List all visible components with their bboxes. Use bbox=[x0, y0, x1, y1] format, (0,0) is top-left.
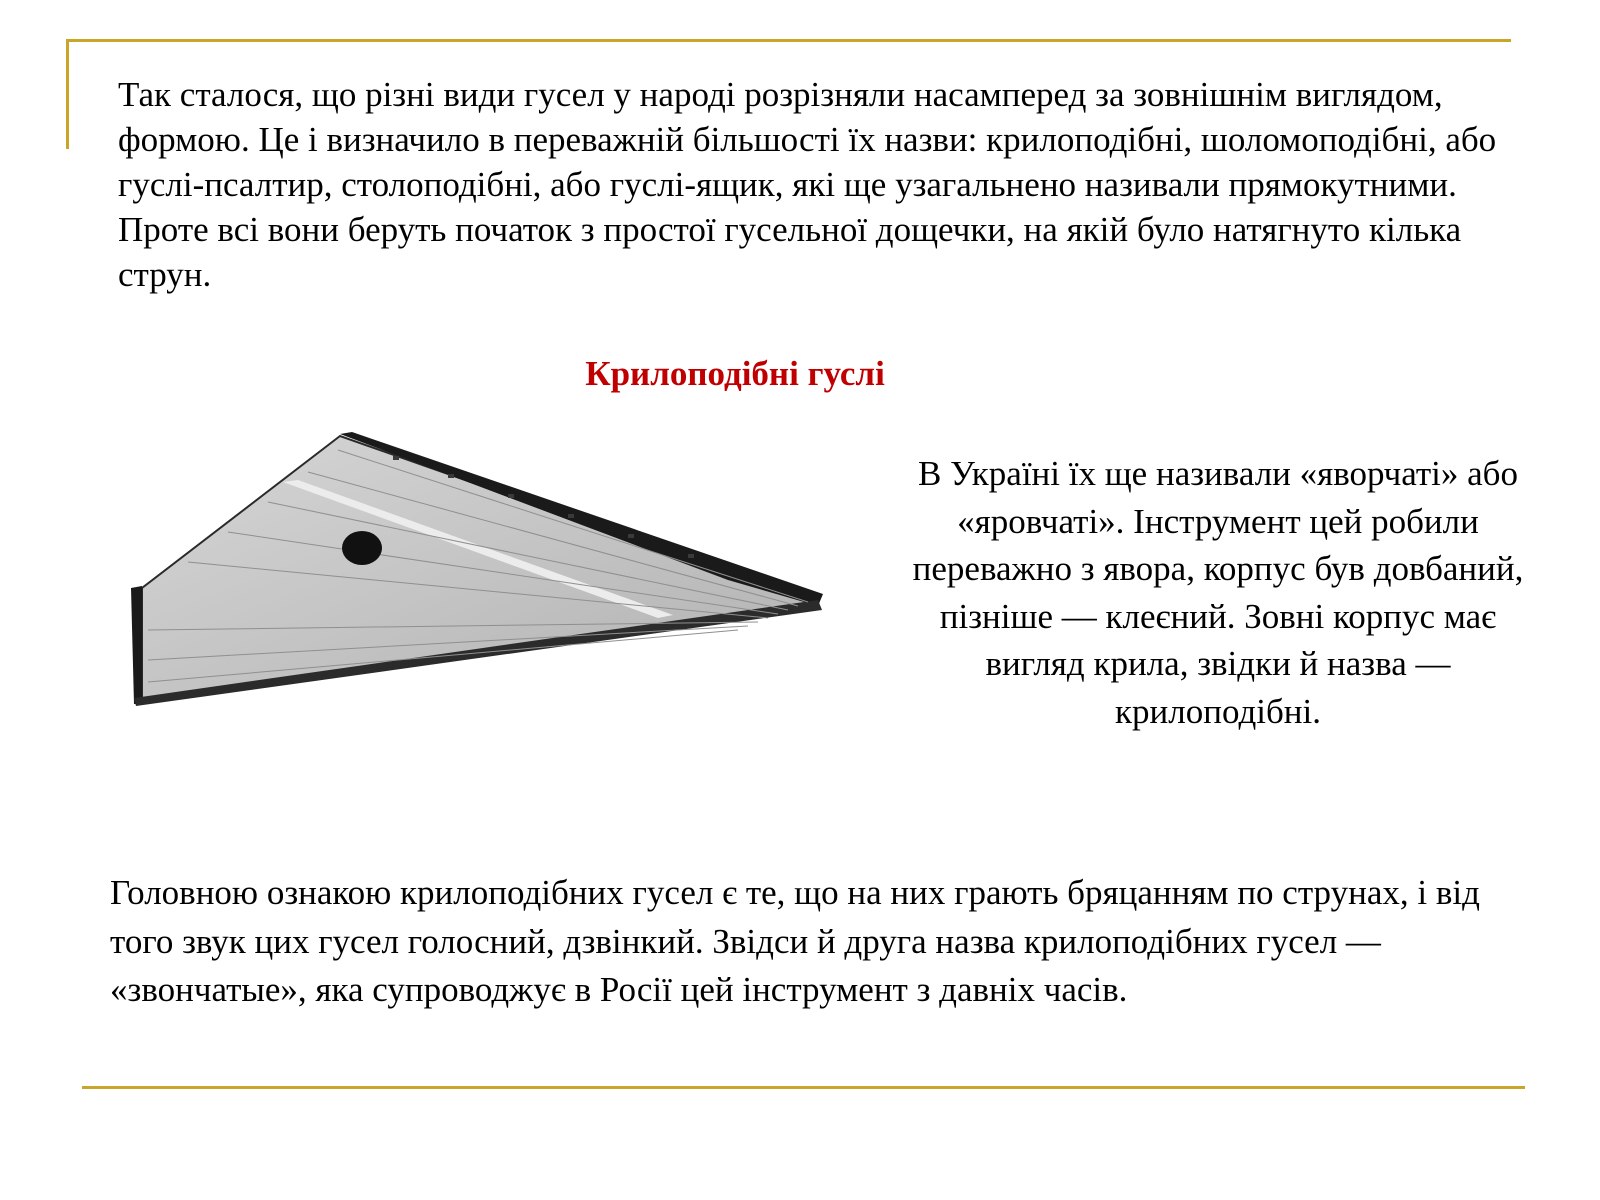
gusli-illustration bbox=[128, 430, 853, 732]
bottom-accent-rule bbox=[82, 1086, 1525, 1089]
gusli-sound-hole bbox=[342, 531, 382, 565]
top-accent-rule bbox=[68, 39, 1511, 42]
conclusion-paragraph: Головною ознакою крилоподібних гусел є те, що на них грають бряцанням по струнах, і від того звук цих гусел голосний, дзвінкий. Звідси й друга назва крилоподібних гусел — «звончатые», яка супроводжує в Росії цей інструмент з давніх часів. bbox=[110, 873, 1480, 1009]
gusli-image bbox=[128, 430, 853, 732]
description-paragraph: В Україні їх ще називали «яворчаті» або «яровчаті». Інструмент цей робили переважно з явора, корпус був довбаний, пізніше — клеєний. Зовні корпус має вигляд крила, звідки й назва — крилоподібні. bbox=[912, 454, 1524, 731]
gusli-left-rim bbox=[131, 586, 142, 704]
left-accent-rule bbox=[66, 39, 69, 149]
intro-paragraph: Так сталося, що різні види гусел у народі розрізняли насамперед за зовнішнім виглядом, формою. Це і визначило в переважній більшості їх назви: крилоподібні, шоломоподібні, або гуслі-псалтир, столоподібні, або гуслі-ящик, які ще узагальнено називали прямокутними. Проте всі вони беруть початок з простої гусельної дощечки, на якій було натягнуто кілька струн. bbox=[118, 75, 1497, 294]
section-heading: Крилоподібні гуслі bbox=[585, 354, 885, 393]
